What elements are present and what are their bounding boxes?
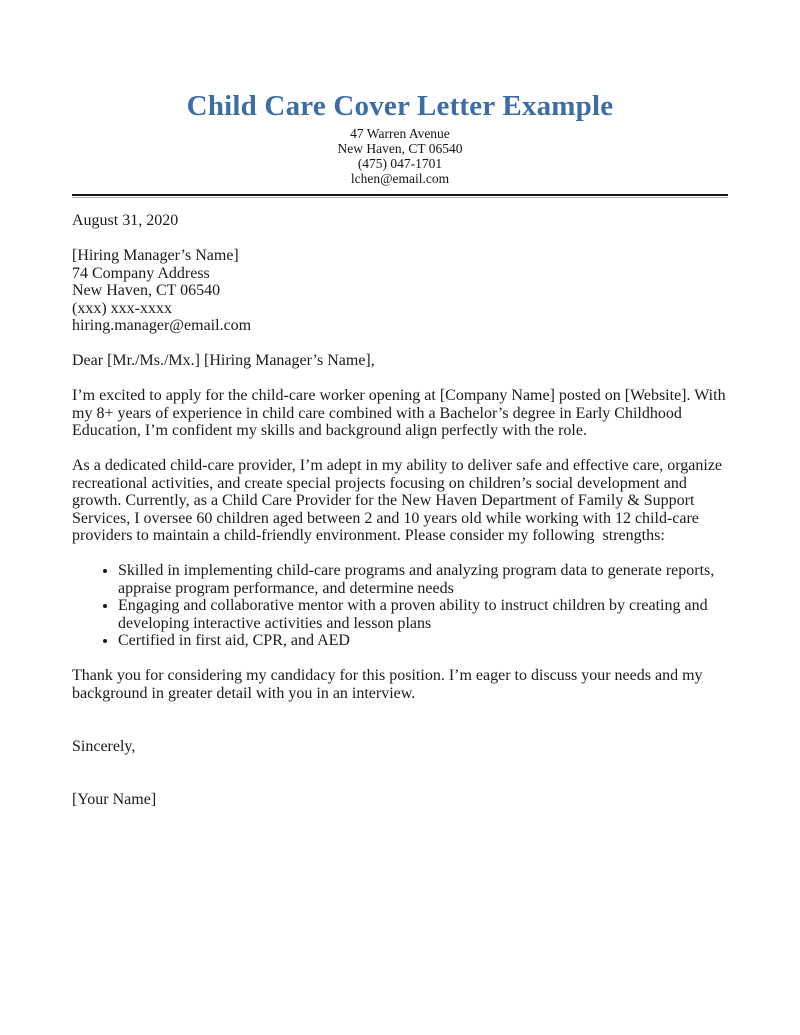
sender-phone: (475) 047-1701 — [357, 156, 443, 171]
letter-date: August 31, 2020 — [72, 212, 179, 229]
sender-city-state-zip: New Haven, CT 06540 — [337, 141, 463, 156]
sender-contact-block — [72, 126, 728, 186]
body-paragraph: As a dedicated child-care provider, I’m adept in my ability to deliver safe and effective care, organize recreational activities, and create special projects focusing on children’s social development and growth. Currently, as a Child Care Provider for the New Haven Department of Family & Support Services, I oversee 60 children aged between 2 and 10 years old while working with 12 child-care providers to maintain a child-friendly environment. Please consider my following strengths: — [72, 457, 727, 544]
recipient-city-state-zip: New Haven, CT 06540 — [72, 282, 221, 299]
recipient-name: [Hiring Manager’s Name] — [72, 247, 239, 264]
closing-paragraph: Thank you for considering my candidacy for this position. I’m eager to discuss your needs and my background in greater detail with you in an interview. — [72, 667, 707, 702]
recipient-email: hiring.manager@email.com — [72, 317, 252, 334]
list-item: • Skilled in implementing child-care programs and analyzing program data to generate reports, appraise program performance, and determine needs — [118, 562, 728, 597]
signature-placeholder: [Your Name] — [72, 790, 157, 808]
page-title: Child Care Cover Letter Example — [186, 90, 614, 122]
header-divider — [72, 194, 728, 198]
recipient-address: 74 Company Address — [72, 264, 210, 282]
list-item: • Certified in first aid, CPR, and AED — [118, 632, 728, 650]
sender-email: lchen@email.com — [350, 171, 450, 186]
recipient-phone: (xxx) xxx-xxxx — [72, 299, 172, 317]
strengths-list — [72, 562, 728, 650]
signoff: Sincerely, — [72, 738, 136, 755]
intro-paragraph: I’m excited to apply for the child-care worker opening at [Company Name] posted on [Website]. With my 8+ years of experience in child care combined with a Bachelor’s degree in Early Childhood Education, I’m confident my skills and background align perfectly with the role. — [72, 387, 730, 439]
sender-address: 47 Warren Avenue — [350, 126, 450, 141]
recipient-block — [72, 247, 728, 335]
list-item: • Engaging and collaborative mentor with a proven ability to instruct children by creating and developing interactive activities and lesson plans — [118, 597, 728, 632]
salutation: Dear [Mr./Ms./Mx.] [Hiring Manager’s Name], — [72, 352, 375, 369]
